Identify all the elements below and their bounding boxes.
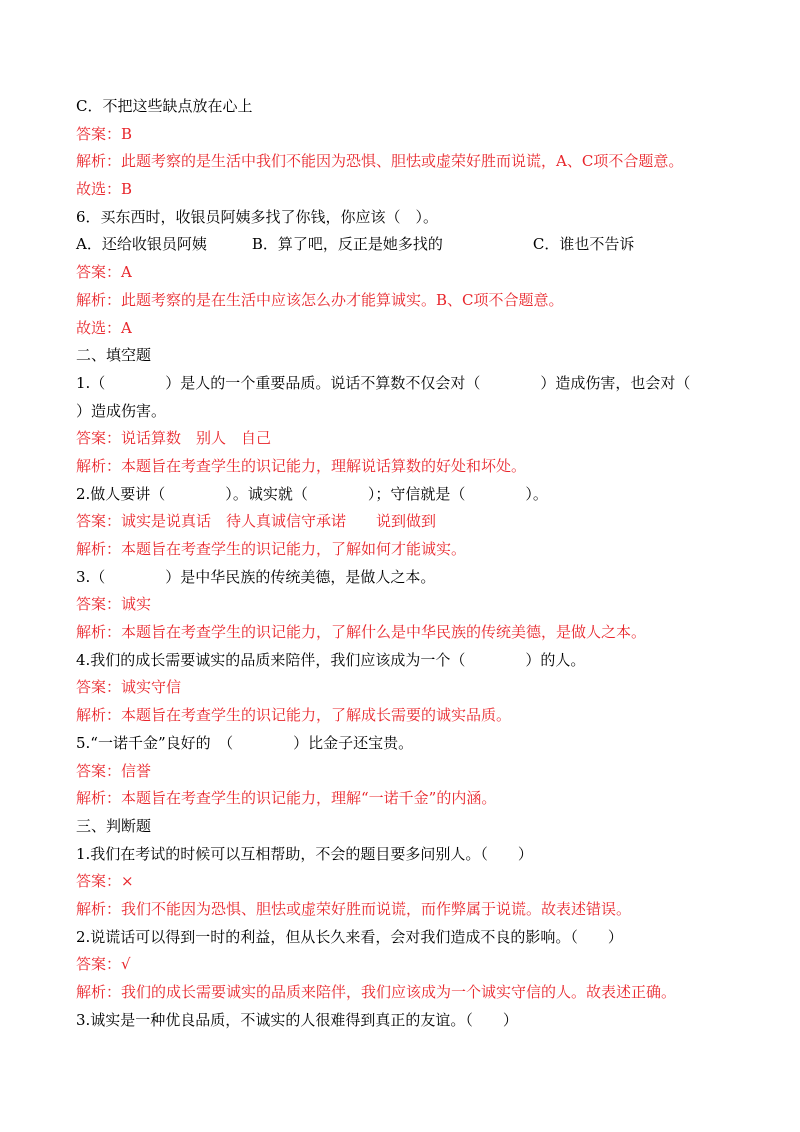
- explanation-line: 解析：本题旨在考查学生的识记能力，了解成长需要的诚实品质。: [76, 706, 512, 725]
- explanation-line: 解析：本题旨在考查学生的识记能力，理解说话算数的好处和坏处。: [76, 456, 527, 475]
- answer-line: 答案：√: [76, 955, 131, 974]
- option-line: A．还给收银员阿姨 B．算了吧，反正是她多找的 C．谁也不告诉: [76, 235, 635, 254]
- answer-line: 答案：×: [76, 872, 134, 891]
- question-line: 2.做人要讲（ ）。诚实就（ ）；守信就是（ ）。: [76, 484, 548, 503]
- answer-line: 答案：诚实守信: [76, 678, 182, 697]
- explanation-line: 解析：我们不能因为恐惧、胆怯或虚荣好胜而说谎，而作弊属于说谎。故表述错误。: [76, 899, 632, 918]
- text-line: ）造成伤害。: [76, 401, 167, 420]
- document-page: [76, 93, 736, 1034]
- question-line: 3.（ ）是中华民族的传统美德，是做人之本。: [76, 567, 436, 586]
- question-line: 4.我们的成长需要诚实的品质来陪伴，我们应该成为一个（ ）的人。: [76, 650, 586, 669]
- answer-line: 答案：信誉: [76, 761, 152, 780]
- explanation-line: 解析：我们的成长需要诚实的品质来陪伴，我们应该成为一个诚实守信的人。故表述正确。: [76, 983, 677, 1001]
- choice-line: 故选：A: [76, 318, 132, 337]
- explanation-line: 解析：此题考察的是在生活中应该怎么办才能算诚实。B、C项不合题意。: [76, 290, 564, 309]
- answer-line: 答案：诚实: [76, 595, 152, 614]
- answer-line: 答案：说话算数 别人 自己: [76, 429, 272, 448]
- choice-line: 故选：B: [76, 180, 133, 199]
- option-line: C．不把这些缺点放在心上: [76, 97, 253, 115]
- explanation-line: 解析：本题旨在考查学生的识记能力，了解如何才能诚实。: [76, 540, 467, 558]
- question-line: 5.“一诺千金”良好的 （ ）比金子还宝贵。: [76, 733, 414, 752]
- section-heading: 二、填空题: [76, 346, 152, 365]
- explanation-line: 解析：此题考察的是生活中我们不能因为恐惧、胆怯或虚荣好胜而说谎，A、C项不合题意。: [76, 152, 684, 171]
- answer-line: 答案：A: [76, 263, 132, 282]
- question-line: 6．买东西时，收银员阿姨多找了你钱，你应该（ ）。: [76, 207, 439, 226]
- question-line: 2.说谎话可以得到一时的利益，但从长久来看，会对我们造成不良的影响。（ ）: [76, 927, 623, 946]
- explanation-line: 解析：本题旨在考查学生的识记能力，了解什么是中华民族的传统美德，是做人之本。: [76, 623, 647, 642]
- question-line: 1.我们在考试的时候可以互相帮助，不会的题目要多问别人。（ ）: [76, 844, 533, 863]
- question-line: 1.（ ）是人的一个重要品质。说话不算数不仅会对（ ）造成伤害，也会对（: [76, 373, 691, 392]
- answer-line: 答案：B: [76, 124, 133, 143]
- question-line: 3.诚实是一种优良品质，不诚实的人很难得到真正的友谊。（ ）: [76, 1010, 518, 1029]
- explanation-line: 解析：本题旨在考查学生的识记能力，理解“一诺千金”的内涵。: [76, 789, 497, 808]
- answer-line: 答案：诚实是说真话 待人真诚信守承诺 说到做到: [76, 512, 437, 531]
- section-heading: 三、判断题: [76, 816, 152, 835]
